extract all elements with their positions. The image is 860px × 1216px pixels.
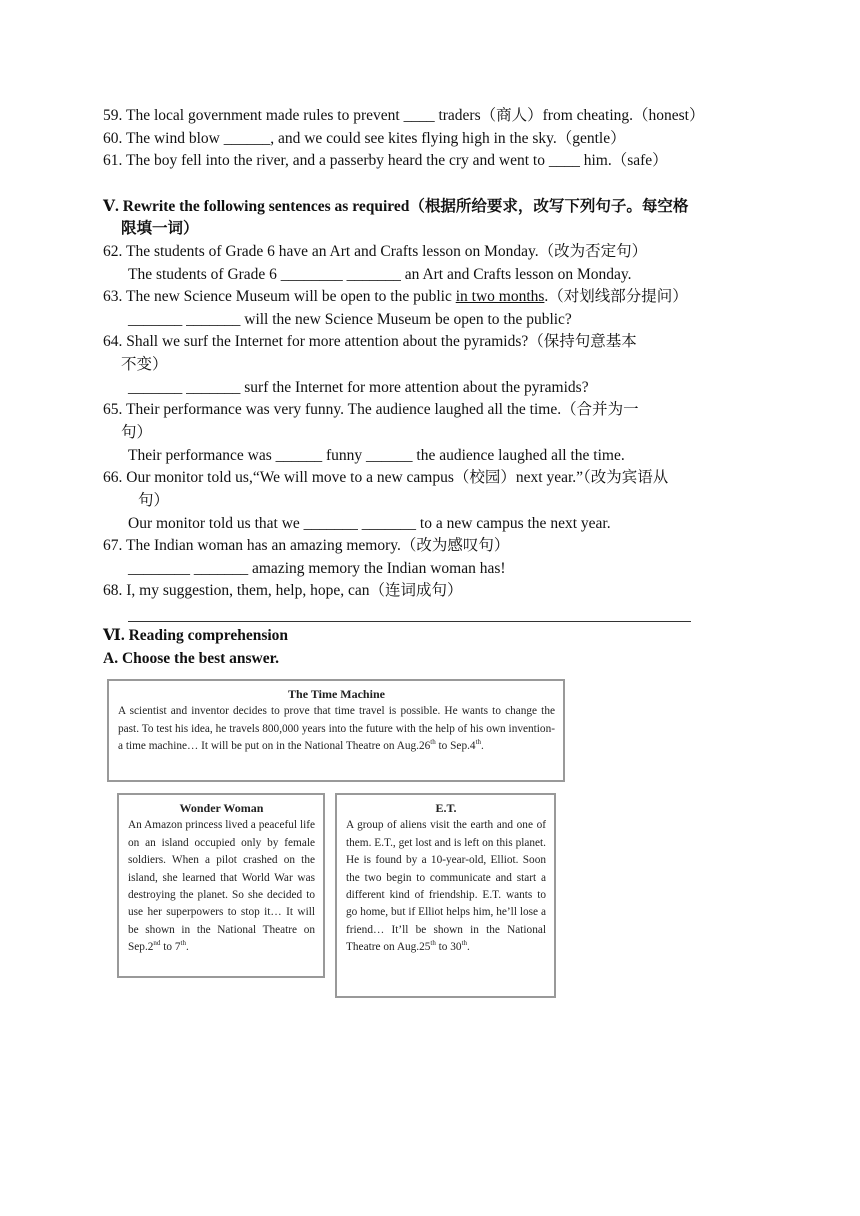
- time-machine-end: .: [481, 740, 484, 753]
- et-end: .: [467, 941, 470, 954]
- question-66-answer-line: Our monitor told us that we _______ _______ to a new campus the next year.: [128, 515, 611, 532]
- question-66: 66. Our monitor told us,“We will move to a new campus（校园）next year.”（改为宾语从: [103, 469, 669, 486]
- question-63-text: 63. The new Science Museum will be open to the public: [103, 288, 456, 305]
- wonder-woman-text: [128, 817, 315, 956]
- question-61: 61. The boy fell into the river, and a passerby heard the cry and went to ____ him.（safe）: [103, 152, 668, 169]
- question-63-underlined: in two months: [455, 288, 545, 305]
- wonder-woman-sup2: th: [180, 939, 186, 948]
- section-5-heading-cont: 限填一词）: [121, 220, 199, 237]
- et-body: A group of aliens visit the earth and one of them. E.T., get lost and is left on this planet. He is found by a 10-year-old, Elliot. Soon the two begin to communicate and start a different kind of friendship. E.T. wants to go home, but if Elliot helps him, he’ll lose a friend… It’ll be shown in the National Theatre on Aug.25: [346, 819, 546, 954]
- time-machine-mid: to Sep.4: [435, 740, 476, 753]
- section-6-subheading: A. Choose the best answer.: [103, 650, 279, 667]
- wonder-woman-sup1: nd: [153, 939, 161, 948]
- time-machine-body: A scientist and inventor decides to prove that time travel is possible. He wants to change the past. To test his idea, he travels 800,000 years into the future with the help of his own invention-a time machine… It will be put on in the National Theatre on Aug.26: [118, 705, 555, 753]
- et-mid: to 30: [435, 941, 462, 954]
- question-67: 67. The Indian woman has an amazing memory.（改为感叹句）: [103, 537, 510, 554]
- question-59: 59. The local government made rules to prevent ____ traders（商人）from cheating.（honest）: [103, 107, 705, 124]
- question-63: [103, 287, 688, 307]
- wonder-woman-end: .: [185, 941, 189, 954]
- wonder-woman-mid: to 7: [160, 941, 181, 954]
- et-box: [335, 793, 556, 998]
- time-machine-sup1: th: [430, 738, 436, 747]
- wonder-woman-title: Wonder Woman: [179, 801, 264, 815]
- question-64-answer-line: _______ _______ surf the Internet for more attention about the pyramids?: [128, 379, 589, 396]
- question-65-answer-line: Their performance was ______ funny ______ the audience laughed all the time.: [128, 447, 625, 464]
- time-machine-text: [118, 703, 555, 755]
- question-63-answer-line: _______ _______ will the new Science Museum be open to the public?: [128, 311, 572, 328]
- question-68-answer-rule: [128, 621, 691, 622]
- question-65-cont: 句）: [121, 424, 153, 441]
- time-machine-title: The Time Machine: [288, 687, 385, 701]
- question-67-answer-line: ________ _______ amazing memory the Indian woman has!: [128, 560, 506, 577]
- question-60: 60. The wind blow ______, and we could see kites flying high in the sky.（gentle）: [103, 130, 626, 147]
- question-66-cont: 句）: [138, 492, 170, 509]
- question-64-cont: 不变）: [121, 356, 168, 373]
- time-machine-box: [107, 679, 565, 782]
- wonder-woman-body: An Amazon princess lived a peaceful life on an island occupied only by female soldiers. When a pilot crashed on the island, she learned that World War was destroying the planet. So she decided to use her superpowers to stop it… It will be shown in the National Theatre on Sep.2: [128, 819, 315, 954]
- section-6-heading: Ⅵ. Reading comprehension: [103, 627, 289, 644]
- question-68: 68. I, my suggestion, them, help, hope, can（连词成句）: [103, 582, 463, 599]
- question-65: 65. Their performance was very funny. The audience laughed all the time.（合并为一: [103, 401, 639, 418]
- question-64: 64. Shall we surf the Internet for more attention about the pyramids?（保持句意基本: [103, 333, 637, 350]
- wonder-woman-box: [117, 793, 325, 978]
- time-machine-sup2: th: [475, 738, 482, 747]
- et-text: [346, 817, 546, 956]
- et-title: E.T.: [435, 801, 457, 815]
- et-sup2: th: [461, 939, 468, 948]
- section-5-heading: Ⅴ. Rewrite the following sentences as required（根据所给要求，改写下列句子。每空格: [103, 198, 689, 215]
- question-63-instruction: .（对划线部分提问）: [544, 288, 688, 305]
- et-sup1: th: [430, 939, 436, 948]
- question-62-answer-line: The students of Grade 6 ________ _______ an Art and Crafts lesson on Monday.: [128, 266, 632, 283]
- question-62: 62. The students of Grade 6 have an Art and Crafts lesson on Monday.（改为否定句）: [103, 243, 648, 260]
